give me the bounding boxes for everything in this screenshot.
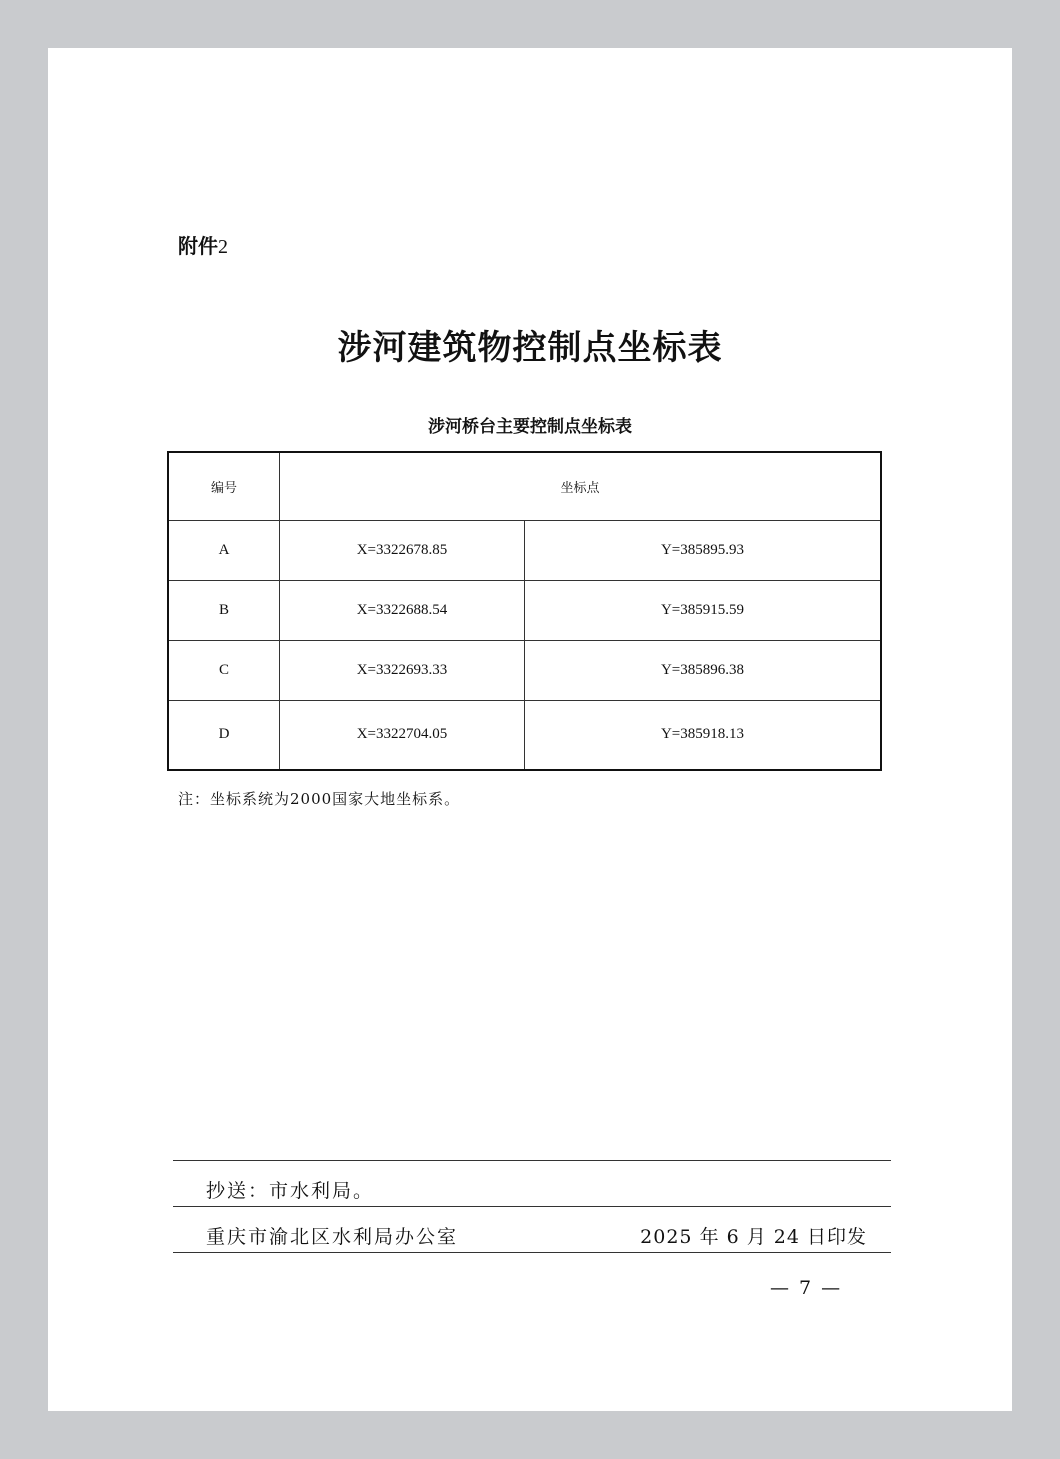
header-id: 编号 bbox=[168, 452, 280, 520]
attachment-label-text: 附件 bbox=[178, 234, 218, 258]
cell-x: X=3322688.54 bbox=[280, 580, 525, 640]
attachment-number: 2 bbox=[218, 236, 228, 258]
table-row bbox=[168, 520, 881, 580]
cell-y: Y=385918.13 bbox=[525, 700, 882, 770]
cell-y: Y=385895.93 bbox=[525, 520, 882, 580]
table-note: 注：坐标系统为2000国家大地坐标系。 bbox=[178, 790, 461, 808]
cell-id: D bbox=[168, 700, 280, 770]
cell-x: X=3322693.33 bbox=[280, 640, 525, 700]
table-caption: 涉河桥台主要控制点坐标表 bbox=[428, 417, 632, 437]
footer-rule-top bbox=[173, 1160, 891, 1161]
cell-id: B bbox=[168, 580, 280, 640]
attachment-label bbox=[178, 230, 228, 259]
cell-id: C bbox=[168, 640, 280, 700]
cell-x: X=3322678.85 bbox=[280, 520, 525, 580]
issuer-line: 重庆市渝北区水利局办公室 bbox=[206, 1226, 459, 1248]
cc-line: 抄送：市水利局。 bbox=[206, 1180, 375, 1202]
cell-y: Y=385915.59 bbox=[525, 580, 882, 640]
header-coords: 坐标点 bbox=[280, 452, 882, 520]
cell-x: X=3322704.05 bbox=[280, 700, 525, 770]
table-header-row bbox=[168, 452, 881, 520]
coordinate-table bbox=[167, 451, 882, 771]
cell-y: Y=385896.38 bbox=[525, 640, 882, 700]
page-title: 涉河建筑物控制点坐标表 bbox=[337, 328, 723, 368]
table-row bbox=[168, 640, 881, 700]
footer-rule-bottom bbox=[173, 1252, 891, 1253]
document-page bbox=[48, 48, 1012, 1411]
page-number: — 7 — bbox=[770, 1277, 843, 1299]
footer-rule-middle bbox=[173, 1206, 891, 1207]
print-date: 2025 年 6 月 24 日印发 bbox=[640, 1226, 867, 1248]
table-row bbox=[168, 700, 881, 770]
table-row bbox=[168, 580, 881, 640]
cell-id: A bbox=[168, 520, 280, 580]
